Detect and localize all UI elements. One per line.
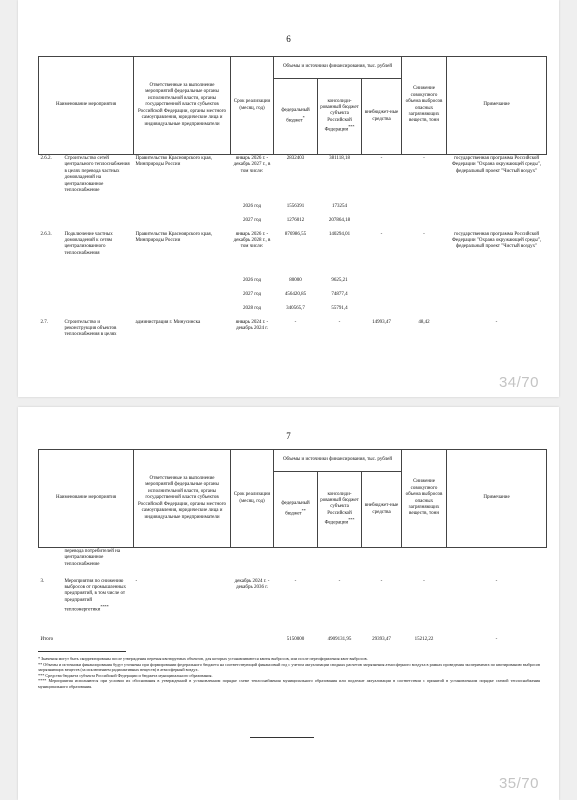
cell-note (447, 217, 547, 231)
cell-extra: - (380, 231, 383, 237)
table-row (39, 203, 547, 217)
header-note: Примечание (447, 450, 547, 548)
cell-number (39, 217, 63, 231)
cell-extra: - (380, 578, 383, 584)
cell-period: январь 2024 г. - декабрь 2024 г. (235, 319, 269, 331)
page-counter: 34/70 (498, 374, 539, 391)
table-row (39, 231, 547, 277)
footnote: ** Объемы и источники финансирования будут уточнены при формировании федерального бюджета на соответствующий финансовый год с учетом актуализации сводных расчетов загрязнения атмосферного воздуха в рамках проведения эксперимента по квотированию выбросов загрязняющих веществ (за исключением радиоактивных веществ) в атмосферный воздух. (38, 661, 540, 673)
cell-responsible: Правительство Красноярского края, Минприроды России (135, 156, 212, 168)
header-federal: федеральный бюджет** (274, 472, 318, 548)
cell-period: январь 2026 г. - декабрь 2027 г., в том числе: (233, 156, 271, 174)
cell-extra (362, 305, 402, 319)
cell-name (63, 217, 134, 231)
cell-extra (362, 548, 402, 578)
total-extra: 29393,47 (372, 636, 391, 642)
cell-consolidated: 381118,18 (329, 156, 350, 161)
cell-period: декабрь 2024 г. - декабрь 2036 г. (234, 578, 270, 590)
header-reduction: Снижение совокупного объема выбросов опасных загрязняющих веществ, тонн (402, 57, 447, 155)
cell-reduction: - (423, 156, 425, 161)
page-number: 6 (286, 34, 291, 44)
cell-responsible (134, 217, 231, 231)
cell-period: 2027 год (242, 217, 262, 223)
table-row (39, 578, 547, 636)
cell-name (63, 305, 134, 319)
cell-extra (362, 291, 402, 305)
cell-federal: 456420,85 (284, 291, 307, 297)
header-note: Примечание (447, 57, 547, 155)
header-period: Срок реализации (месяц, год) (231, 57, 274, 155)
header-reduction: Снижение совокупного объема выбросов опасных загрязняющих веществ, тонн (402, 450, 447, 548)
page-number: 7 (286, 431, 291, 441)
cell-name: Строительство и реконструкция объектов теплоснабжения в целях (64, 319, 117, 338)
header-extra: внебюджет-ные средства (362, 79, 402, 155)
cell-name (63, 203, 134, 217)
cell-note (447, 548, 547, 578)
cell-federal: 876986,55 (284, 231, 307, 237)
cell-number (39, 203, 63, 217)
footnote-separator (38, 651, 126, 652)
header-consolidated: консолиди-рованный бюджет субъекта Российской Федерации*** (318, 79, 362, 155)
header-consolidated: консолиди-рованный бюджет субъекта Российской Федерации*** (318, 472, 362, 548)
end-line (250, 737, 314, 738)
cell-consolidated: 55791,4 (331, 305, 348, 311)
cell-reduction: 48,42 (418, 319, 430, 325)
table-row (39, 319, 547, 359)
cell-responsible (134, 305, 231, 319)
table-row (39, 291, 547, 305)
cell-reduction (402, 548, 447, 578)
total-note: - (495, 636, 498, 642)
cell-period: 2026 год (242, 203, 262, 209)
cell-consolidated: 173254 (332, 203, 348, 209)
footnotes (38, 656, 540, 690)
header-responsible: Ответственные за выполнение мероприятий федеральные органы исполнительной власти, органы государственной власти субъектов Российской Федерации, органы местного самоуправления, юридические лица и индивидуальные предприниматели (134, 450, 231, 548)
cell-period: 2028 год (242, 305, 262, 311)
cell-reduction (402, 203, 447, 217)
cell-federal: - (294, 578, 297, 584)
cell-federal: 1556391 (286, 203, 305, 209)
cell-number (39, 305, 63, 319)
total-red: 15212,22 (414, 636, 434, 642)
cell-federal: 2832403 (286, 156, 305, 161)
page-counter: 35/70 (498, 775, 539, 792)
cell-period: январь 2026 г. - декабрь 2028 г., в том числе: (233, 231, 271, 250)
table-body (39, 548, 547, 650)
cell-name: Подключение частных домовладений к сетям централизованного теплоснабжения (64, 231, 113, 256)
cell-federal: - (294, 319, 297, 325)
cell-number: 2.7. (40, 319, 48, 325)
cell-extra (362, 203, 402, 217)
cell-consolidated: - (338, 319, 341, 325)
footnote: **** Мероприятия исполняются при условии их обоснования в утвержденной в установленном порядке схеме теплоснабжения муниципального образования или подлежат актуализации в соответствии с принятой в установленном порядке схемой теплоснабжения муниципального образования. (38, 678, 540, 689)
cell-responsible (134, 548, 231, 578)
cell-reduction: - (423, 231, 425, 237)
cell-number (39, 277, 63, 291)
cell-name: перевода потребителей на централизованное теплоснабжение (64, 549, 121, 567)
cell-note (447, 291, 547, 305)
header-name: Наименование мероприятия (39, 57, 134, 155)
cell-federal (274, 548, 318, 578)
cell-consolidated: 207864,18 (328, 217, 351, 223)
total-row (39, 636, 547, 650)
cell-period (231, 548, 274, 578)
table-row (39, 155, 547, 203)
cell-federal: 80000 (289, 277, 302, 283)
cell-consolidated (318, 548, 362, 578)
cell-extra: - (380, 156, 383, 161)
cell-name: Строительство сетей центрального теплоснабжения в целях перевода частных домовладений на централизованное теплоснабжение (64, 156, 130, 194)
cell-name (63, 291, 134, 305)
header-federal: федеральный бюджет* (274, 79, 318, 155)
cell-note: государственная программа Российской Федерации "Охрана окружающей среды", федеральный проект "Чистый воздух" (451, 156, 542, 174)
table-row (39, 548, 547, 578)
cell-period: 2027 год (242, 291, 262, 297)
cell-extra (362, 217, 402, 231)
cell-note: государственная программа Российской Федерации "Охрана окружающей среды", федеральный проект "Чистый воздух" (451, 231, 542, 250)
cell-reduction: - (423, 578, 425, 584)
cell-note (447, 203, 547, 217)
cell-name (63, 277, 134, 291)
header-responsible: Ответственные за выполнение мероприятий федеральные органы исполнительной власти, органы государственной власти субъектов Российской Федерации, органы местного самоуправления, юридические лица и индивидуальные предприниматели (134, 57, 231, 155)
total-cons: 4909131,95 (327, 636, 352, 642)
cell-responsible (134, 291, 231, 305)
footnote: * Значения могут быть скорректированы после утверждения перечня квотируемых объектов, для которых устанавливаются квоты выбросов, или после переоформления квот выбросов. (38, 656, 368, 661)
cell-note: - (495, 319, 498, 325)
total-fed: 5150000 (286, 636, 305, 642)
table-row (39, 277, 547, 291)
footnote-mark: **** (100, 604, 109, 610)
footnote: *** Средства бюджета субъекта Российской Федерации и бюджета муниципального образования. (38, 672, 213, 678)
cell-extra: 14993,47 (372, 319, 391, 325)
cell-reduction (402, 217, 447, 231)
cell-consolidated: - (338, 578, 341, 584)
document-page-6 (18, 0, 559, 397)
cell-consolidated: 140294,01 (328, 231, 351, 237)
cell-reduction (402, 305, 447, 319)
table-body (39, 155, 547, 359)
cell-responsible: - (135, 578, 138, 584)
table-row (39, 217, 547, 231)
cell-responsible: администрация г. Минусинска (135, 319, 201, 325)
cell-name-text: Мероприятия по снижению выбросов от промышленных предприятий, в том числе от предприятий теплоэнергетики (64, 578, 126, 613)
header-period: Срок реализации (месяц, год) (231, 450, 274, 548)
total-label: Итого (40, 636, 54, 642)
header-extra: внебюджет-ные средства (362, 472, 402, 548)
cell-name (63, 578, 134, 636)
cell-responsible (134, 203, 231, 217)
cell-number: 3. (40, 578, 45, 584)
cell-responsible (134, 277, 231, 291)
header-name: Наименование мероприятия (39, 450, 134, 548)
measures-table (38, 449, 547, 650)
table-row (39, 305, 547, 319)
cell-note (447, 305, 547, 319)
cell-number: 2.6.2. (40, 156, 52, 161)
cell-reduction (402, 277, 447, 291)
document-page-7 (18, 407, 559, 800)
cell-number (39, 548, 63, 578)
measures-table (38, 56, 547, 359)
cell-extra (362, 277, 402, 291)
cell-number: 2.6.3. (40, 231, 52, 237)
cell-federal: 340565,7 (286, 305, 305, 311)
cell-responsible: Правительство Красноярского края, Минприроды России (135, 231, 212, 243)
cell-note (447, 277, 547, 291)
cell-consolidated: 74877,4 (331, 291, 348, 297)
cell-number (39, 291, 63, 305)
header-funding: Объемы и источники финансирования, тыс. рублей (274, 57, 402, 79)
cell-consolidated: 9625,21 (331, 277, 348, 283)
cell-note: - (495, 578, 498, 584)
header-funding: Объемы и источники финансирования, тыс. рублей (274, 450, 402, 472)
cell-reduction (402, 291, 447, 305)
cell-period: 2026 год (242, 277, 262, 283)
cell-federal: 1276012 (286, 217, 305, 223)
